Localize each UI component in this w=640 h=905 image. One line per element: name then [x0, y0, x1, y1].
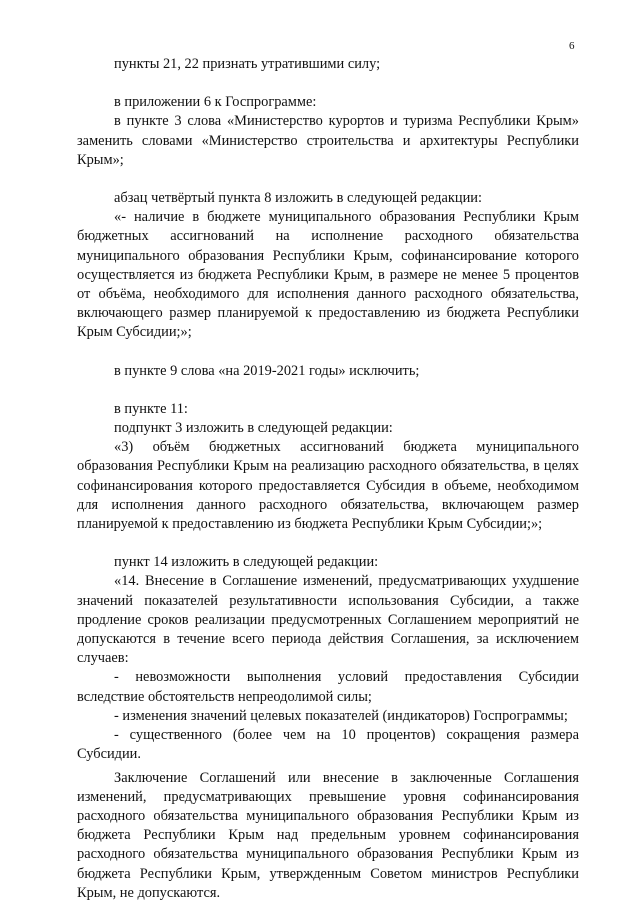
paragraph-item-14-text: «14. Внесение в Соглашение изменений, предусматривающих ухудшение значений показателей результативности использования Субсидии, а также продление сроков реализации предусмотренных Соглашением мероприятий не допускаются в течение всего периода действия Соглашения, за исключением случаев:: [77, 573, 579, 667]
paragraph-item-9: в пункте 9 слова «на 2019-2021 годы» исключить;: [114, 362, 420, 379]
paragraph-appendix-6-heading: в приложении 6 к Госпрограмме:: [114, 94, 317, 111]
paragraph-item-3-replace: в пункте 3 слова «Министерство курортов и туризма Республики Крым» заменить словами «Министерство строительства и архитектуры Республики Крым»;: [77, 113, 579, 168]
document-body: [77, 55, 579, 903]
page-number: 6: [569, 40, 575, 52]
list-item-indicators-change: - изменения значений целевых показателей (индикаторов) Госпрограммы;: [114, 707, 568, 724]
paragraph-subitem-3-text: «3) объём бюджетных ассигнований бюджета муниципального образования Республики Крым на реализацию расходного обязательства, в целях софинансирования которого предоставляется Субсидия в объеме, необходимом для исполнения данного расходного обязательства, включающем размер планируемой к предоставлению из бюджета Республики Крым Субсидии;»;: [77, 439, 579, 533]
paragraph-item-14-heading: пункт 14 изложить в следующей редакции:: [114, 554, 379, 571]
paragraph-item-8-text: «- наличие в бюджете муниципального образования Республики Крым бюджетных ассигнований на исполнение расходного обязательства муниципального образования Республики Крым, софинансирование которого осуществляется из бюджета Республики Крым, в размере не менее 5 процентов от объёма, необходимого для исполнения данного расходного обязательства, включающего размер планируемой к предоставлению из бюджета Республики Крым Субсидии;»;: [77, 209, 579, 341]
paragraph-agreements-conclusion: Заключение Соглашений или внесение в заключенные Соглашения изменений, предусматривающих превышение уровня софинансирования расходного обязательства муниципального образования Республики Крым из бюджета Республики Крым над предельным уровнем софинансирования расходного обязательства муниципального образования Республики Крым из бюджета Республики Крым, утвержденным Советом министров Республики Крым, не допускаются.: [77, 769, 579, 901]
paragraph-items-21-22-void: пункты 21, 22 признать утратившими силу;: [114, 56, 381, 72]
list-item-force-majeure: - невозможности выполнения условий предоставления Субсидии вследствие обстоятельств непреодолимой силы;: [77, 669, 579, 705]
paragraph-item-8-heading: абзац четвёртый пункта 8 изложить в следующей редакции:: [114, 190, 482, 207]
paragraph-subitem-3-heading: подпункт 3 изложить в следующей редакции:: [114, 420, 393, 437]
list-item-subsidy-reduction: - существенного (более чем на 10 процентов) сокращения размера Субсидии.: [77, 727, 579, 763]
paragraph-item-11-heading: в пункте 11:: [114, 400, 188, 417]
